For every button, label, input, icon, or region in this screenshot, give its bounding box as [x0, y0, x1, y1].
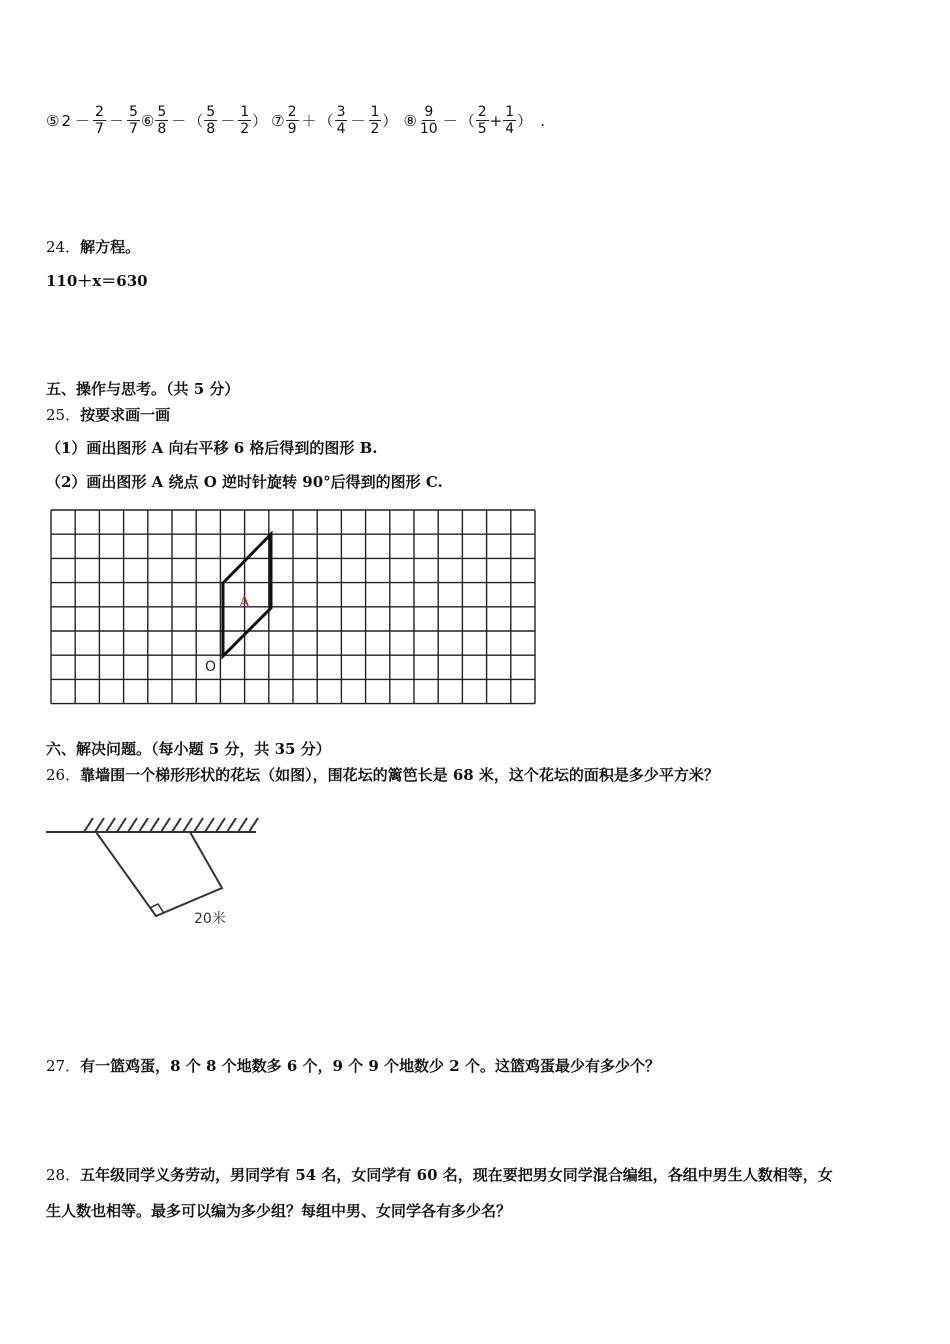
fraction: $\frac{1}{2}$	[370, 104, 380, 137]
paren-right: ）	[252, 112, 268, 130]
question-text: 有一篮鸡蛋，8 个 8 个地数多 6 个，9 个 9 个地数少 2 个。这篮鸡蛋最少有多少个？	[80, 1057, 660, 1075]
question-number: 27．	[46, 1057, 81, 1075]
hatch-mark	[95, 818, 104, 832]
question-text: 靠墙围一个梯形形状的花坛（如图），围花坛的篱笆长是 68 米，这个花坛的面积是多少平方米？	[80, 766, 719, 784]
question-part-1: （1）画出图形 A 向右平移 6 格后得到的图形 B.	[46, 439, 378, 457]
point-o-label: O	[205, 659, 217, 675]
expression-row	[46, 104, 545, 137]
hatch-mark	[161, 818, 170, 832]
length-label: 20米	[194, 911, 226, 927]
section-title: 五、操作与思考。（共 5 分）	[46, 380, 240, 398]
hatch-mark	[183, 818, 192, 832]
hatch-mark	[194, 818, 203, 832]
expr-8-label: ⑧	[403, 111, 417, 130]
expr-7-label: ⑦	[271, 111, 285, 130]
paren-left: （	[318, 112, 334, 130]
operator: ＋	[301, 112, 317, 130]
hatch-mark	[238, 818, 247, 832]
hatch-mark	[216, 818, 225, 832]
expr-6-label: ⑥	[140, 111, 155, 130]
question-28-line-1	[46, 1164, 833, 1185]
hatch-mark	[106, 818, 115, 832]
grid-figure	[48, 506, 538, 712]
section-title: 六、解决问题。（每小题 5 分，共 35 分）	[46, 740, 331, 758]
question-number: 24．	[46, 238, 81, 256]
operator: －	[75, 112, 91, 130]
trapezoid-figure	[44, 812, 260, 932]
paren-left: （	[188, 112, 204, 130]
question-number: 28．	[46, 1166, 81, 1184]
operator: －	[220, 112, 236, 130]
fraction: $\frac{9}{10}$	[419, 104, 438, 137]
question-28-line-2: 生人数也相等。最多可以编为多少组？每组中男、女同学各有多少名？	[46, 1202, 512, 1220]
fraction: $\frac{5}{8}$	[157, 104, 167, 137]
question-26	[46, 764, 719, 785]
question-text: 解方程。	[80, 238, 141, 256]
grid-lines	[51, 510, 535, 704]
fraction: $\frac{2}{5}$	[477, 104, 487, 137]
question-text: 按要求画一画	[80, 406, 171, 424]
fraction: $\frac{1}{2}$	[240, 104, 250, 137]
fraction: $\frac{5}{8}$	[206, 104, 216, 137]
expr-5-label: ⑤	[46, 111, 60, 130]
operator: +	[489, 111, 503, 130]
question-number: 26．	[46, 766, 81, 784]
question-27	[46, 1055, 660, 1076]
hatch-mark	[128, 818, 137, 832]
hatch-mark	[139, 818, 148, 832]
equation: 110＋x＝630	[46, 272, 148, 290]
operator: －	[171, 112, 187, 130]
whole-number: 2	[61, 111, 71, 130]
question-part-2: （2）画出图形 A 绕点 O 逆时针旋转 90°后得到的图形 C.	[46, 473, 443, 491]
hatch-mark	[150, 818, 159, 832]
fraction: $\frac{3}{4}$	[336, 104, 346, 137]
shape-a-label: A	[239, 593, 250, 611]
operator: －	[442, 112, 458, 130]
fraction: $\frac{1}{4}$	[505, 104, 515, 137]
paren-right: ）	[517, 112, 533, 130]
question-25	[46, 404, 170, 425]
paren-right: ）	[382, 112, 398, 130]
hatch-mark	[249, 818, 258, 832]
operator: －	[108, 112, 124, 130]
hatch-mark	[84, 818, 93, 832]
fraction: $\frac{2}{7}$	[95, 104, 104, 137]
fraction: $\frac{2}{9}$	[287, 104, 297, 137]
hatch-mark	[205, 818, 214, 832]
wall-hatching	[84, 818, 258, 832]
fence-outline	[96, 832, 222, 916]
fraction: $\frac{5}{7}$	[128, 104, 138, 137]
question-number: 25．	[46, 406, 81, 424]
hatch-mark	[227, 818, 236, 832]
hatch-mark	[117, 818, 126, 832]
question-24	[46, 236, 140, 257]
period: .	[540, 111, 545, 130]
operator: －	[350, 112, 366, 130]
hatch-mark	[172, 818, 181, 832]
paren-left: （	[459, 112, 475, 130]
question-text: 五年级同学义务劳动，男同学有 54 名，女同学有 60 名，现在要把男女同学混合编组，各组中男生人数相等，女	[80, 1166, 833, 1184]
